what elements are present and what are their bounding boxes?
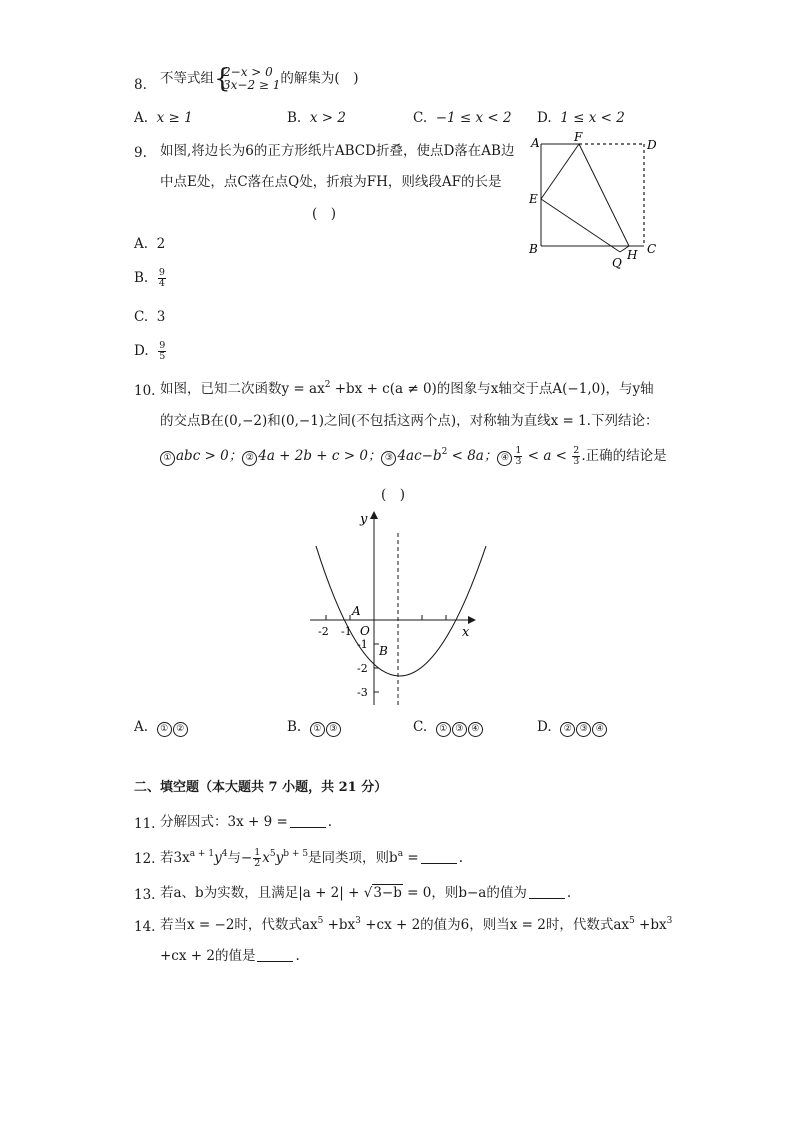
q9-option-d[interactable]: D. $\frac{9}{5}$	[134, 340, 166, 362]
q8-option-a[interactable]: A. x ≥ 1	[134, 110, 193, 126]
q10-number: 10.	[134, 383, 156, 399]
q8-option-d[interactable]: D. 1 ≤ x < 2	[537, 110, 625, 126]
q10-option-b[interactable]: B. ① ③	[287, 718, 342, 737]
label-d: D	[647, 138, 657, 152]
q10-option-c[interactable]: C. ① ③ ④	[413, 718, 484, 737]
q9-stem-line2: 中点E处，点C落在点Q处，折痕为FH，则线段AF的长是	[160, 174, 502, 190]
y-axis-label: y	[360, 512, 368, 527]
q12-number: 12.	[134, 851, 156, 867]
q8-number: 8.	[134, 77, 147, 93]
label-h: H	[627, 248, 638, 262]
y-tick-label--2: -2	[357, 662, 368, 675]
segment-fh	[579, 144, 629, 246]
q8-stem	[160, 66, 358, 92]
label-b: B	[529, 242, 538, 256]
q13-stem: 若a、b为实数，且满足|a + 2| + √3−b = 0，则b−a的值为 .	[160, 885, 572, 901]
q8-option-c[interactable]: C. −1 ≤ x < 2	[413, 110, 512, 126]
y-axis-arrow	[370, 511, 378, 519]
label-f: F	[574, 130, 583, 144]
point-b-label: B	[379, 644, 388, 658]
q13-number: 13.	[134, 887, 156, 903]
q9-stem-line1: 如图,将边长为6的正方形纸片ABCD折叠，使点D落在AB边	[160, 143, 515, 159]
section-2-title: 二、填空题（本大题共 7 小题，共 21 分）	[134, 780, 388, 795]
q9-answer-paren: ( )	[312, 206, 337, 222]
q9-number: 9.	[134, 145, 147, 161]
q11-stem: 分解因式：3x + 9 = .	[160, 814, 333, 830]
q12-stem: 若$3x^{a + 1}y^4$与− $\frac{1}{2}$ $x^5y^{b + 5}$是同类项，则$b^a$ = .	[160, 847, 463, 869]
x-axis-label: x	[462, 625, 470, 640]
q10-stem-line2: 的交点B在(0,−2)和(0,−1)之间(不包括这两个点)，对称轴为直线x = 1.下列结论：	[160, 413, 659, 429]
q10-option-a[interactable]: A. ① ②	[134, 718, 189, 737]
q10-answer-paren: ( )	[381, 487, 406, 503]
label-e: E	[529, 192, 538, 206]
q10-parabola-graph	[300, 505, 500, 713]
x-tick-label--2: -2	[318, 625, 329, 638]
y-tick-label--3: -3	[357, 686, 368, 699]
q8-option-b[interactable]: B. x > 2	[287, 110, 346, 126]
q14-number: 14.	[134, 919, 156, 935]
origin-label: O	[360, 624, 370, 638]
q8-stem-pre: 不等式组	[160, 70, 214, 87]
q13-answer-blank[interactable]	[529, 886, 565, 899]
q9-square-figure	[522, 130, 672, 270]
segment-fe	[541, 144, 579, 199]
y-tick-label--1: -1	[357, 638, 368, 651]
q10-stem-line1: 如图，已知二次函数$y = ax^2 +bx + c(a \ne 0)$的图象与x轴交于点A(−1,0)，与y轴	[160, 380, 654, 397]
q8-inequality-system: { 2−x > 0 3x−2 ≥ 1	[214, 64, 281, 94]
q10-conclusions: ① abc > 0； ② 4a + 2b + c > 0； ③ $4ac-b^2 < 8a$； ④ $\frac{1}{3}$ < a < $\frac{2}{3}$ .正确的结论是	[160, 446, 667, 467]
q14-answer-blank[interactable]	[257, 949, 293, 962]
q9-option-b[interactable]: B. $\frac{9}{4}$	[134, 267, 165, 289]
point-a-label: A	[352, 604, 361, 618]
q10-option-d[interactable]: D. ② ③ ④	[537, 718, 608, 737]
label-a: A	[531, 136, 540, 150]
label-c: C	[647, 242, 657, 256]
q11-number: 11.	[134, 816, 156, 832]
q14-stem-line2: +cx + 2的值是 .	[160, 948, 300, 964]
x-axis-arrow	[468, 616, 476, 624]
x-tick-label--1: -1	[341, 625, 352, 638]
q9-option-c[interactable]: C. 3	[134, 309, 166, 325]
q8-stem-post: 的解集为( )	[280, 70, 359, 87]
parabola-curve	[316, 546, 486, 676]
q12-answer-blank[interactable]	[421, 851, 457, 864]
q9-option-a[interactable]: A. 2	[134, 236, 166, 252]
segment-eq	[541, 199, 620, 252]
q14-stem-line1: 若当x = −2时，代数式$ax^5 +bx^3 +cx + 2$的值为6，则当x = 2时，代数式$ax^5 +bx^3$	[160, 916, 673, 933]
q11-answer-blank[interactable]	[290, 815, 326, 828]
label-q: Q	[612, 256, 622, 270]
